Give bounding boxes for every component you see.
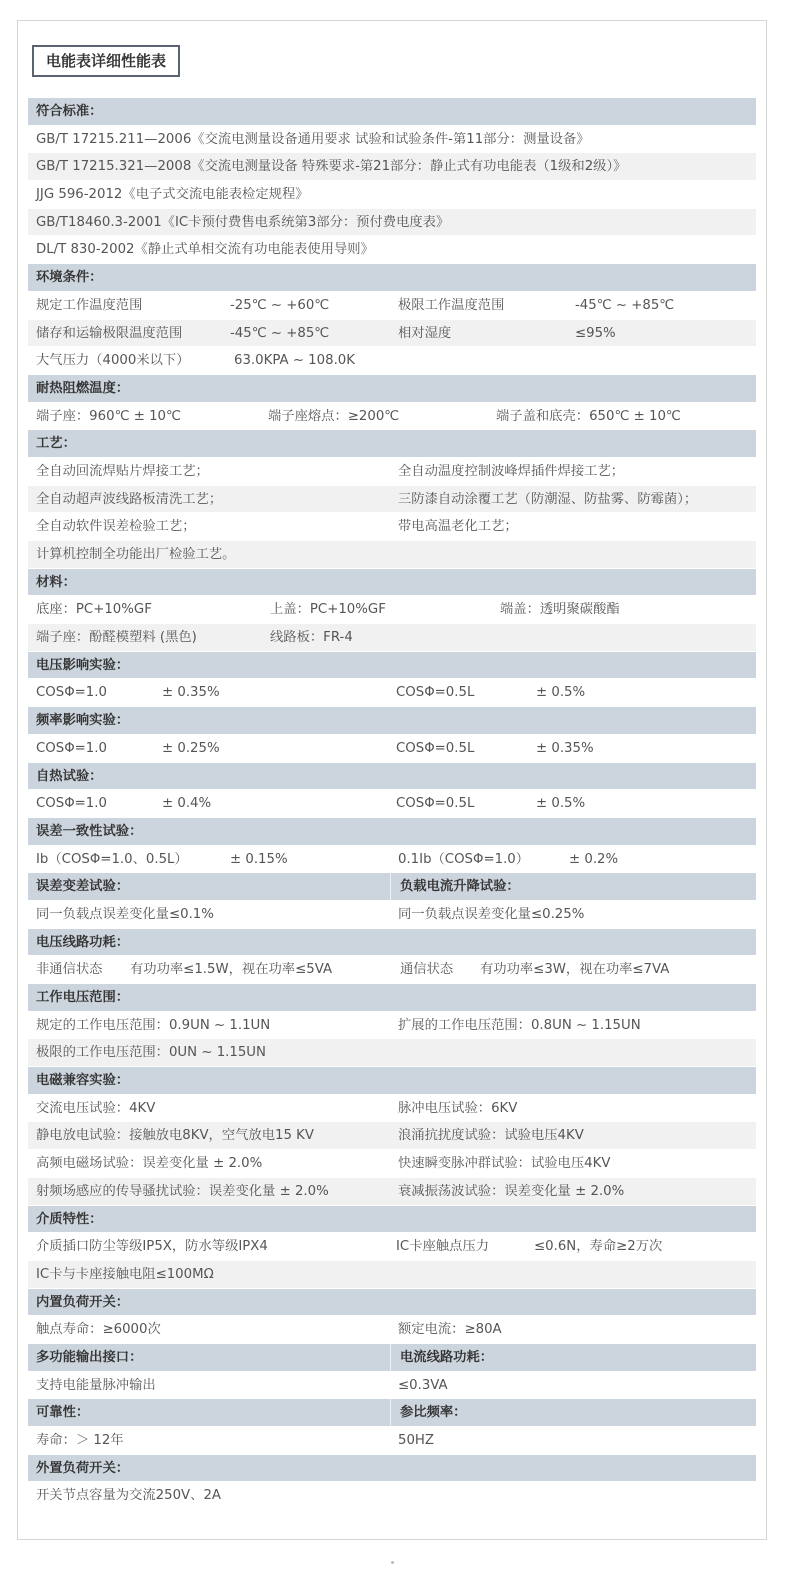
spec-cell: 规定的工作电压范围：0.9UN ~ 1.1UN xyxy=(36,1017,271,1033)
spec-sheet-frame xyxy=(17,20,767,1540)
column-divider xyxy=(390,1427,391,1454)
section-header-row xyxy=(28,1067,756,1095)
spec-cell: 浪涌抗扰度试验：试验电压4KV xyxy=(398,1128,584,1144)
spec-cell: -45℃ ~ +85℃ xyxy=(230,325,330,341)
spec-cell: ± 0.4% xyxy=(162,796,212,812)
spec-cell: 开关节点容量为交流250V、2A xyxy=(36,1488,222,1504)
spec-cell: 全自动回流焊贴片焊接工艺； xyxy=(36,463,209,479)
section-title: 工艺： xyxy=(36,436,76,452)
spec-cell: -45℃ ~ +85℃ xyxy=(575,297,675,313)
spec-cell: 全自动温度控制波峰焊插件焊接工艺； xyxy=(398,463,625,479)
spec-row xyxy=(28,153,756,181)
spec-row xyxy=(28,1178,756,1206)
spec-cell: 相对湿度 xyxy=(398,325,452,341)
section-title: 自热试验： xyxy=(36,768,103,784)
spec-cell: COSΦ=1.0 xyxy=(36,796,107,812)
spec-cell: 端子座：酚醛模塑料 (黑色) xyxy=(36,630,197,646)
spec-cell: JJG 596-2012《电子式交流电能表检定规程》 xyxy=(36,187,309,203)
section-title: 电压影响实验： xyxy=(36,657,130,673)
spec-cell: ≤0.3VA xyxy=(398,1377,448,1393)
spec-cell: 全自动超声波线路板清洗工艺； xyxy=(36,491,223,507)
spec-cell: 63.0KPA ~ 108.0K xyxy=(234,353,355,369)
section-title: 电磁兼容实验： xyxy=(36,1073,130,1089)
spec-row xyxy=(28,320,756,348)
spec-cell: 射频场感应的传导骚扰试验：误差变化量 ± 2.0% xyxy=(36,1183,329,1199)
section-title: 内置负荷开关： xyxy=(36,1294,130,1310)
spec-table xyxy=(28,98,756,1510)
spec-row xyxy=(28,846,756,874)
spec-cell: 上盖：PC+10%GF xyxy=(270,602,386,618)
spec-cell: 额定电流：≥80A xyxy=(398,1322,502,1338)
spec-row xyxy=(28,541,756,569)
spec-cell: 端盖：透明聚碳酸酯 xyxy=(500,602,620,618)
page-end-dot xyxy=(391,1561,394,1564)
section-title: 可靠性： xyxy=(36,1405,90,1421)
section-title: 环境条件： xyxy=(36,270,103,286)
section-title: 介质特性： xyxy=(36,1211,103,1227)
spec-cell: 非通信状态 xyxy=(36,962,103,978)
spec-cell: 端子座：960℃ ± 10℃ xyxy=(36,408,181,424)
spec-row xyxy=(28,458,756,486)
spec-row xyxy=(28,292,756,320)
spec-cell: ≤0.6N，寿命≥2万次 xyxy=(534,1239,663,1255)
spec-row xyxy=(28,347,756,375)
spec-cell: 0.1Ib（COSΦ=1.0） xyxy=(398,851,530,867)
section-title: 工作电压范围： xyxy=(36,990,130,1005)
spec-cell: 极限的工作电压范围：0UN ~ 1.15UN xyxy=(36,1045,266,1061)
spec-cell: Ib（COSΦ=1.0、0.5L） xyxy=(36,851,188,867)
spec-cell: 介质插口防尘等级IP5X，防水等级IPX4 xyxy=(36,1239,268,1255)
spec-row xyxy=(28,181,756,209)
spec-row xyxy=(28,209,756,237)
section-header-row xyxy=(28,652,756,680)
spec-cell: 扩展的工作电压范围：0.8UN ~ 1.15UN xyxy=(398,1017,641,1033)
spec-cell: ± 0.5% xyxy=(536,796,586,812)
spec-row xyxy=(28,1233,756,1261)
spec-row xyxy=(28,679,756,707)
spec-cell: 脉冲电压试验：6KV xyxy=(398,1100,518,1116)
spec-cell: ± 0.2% xyxy=(569,851,619,867)
spec-cell: GB/T 17215.321—2008《交流电测量设备 特殊要求-第21部分：静止式有功电能表（1级和2级）》 xyxy=(36,159,627,175)
spec-cell: 高频电磁场试验：误差变化量 ± 2.0% xyxy=(36,1156,263,1172)
section-title: 外置负荷开关： xyxy=(36,1460,130,1476)
spec-row xyxy=(28,1012,756,1040)
spec-cell: ± 0.15% xyxy=(230,851,288,867)
spec-cell: 规定工作温度范围 xyxy=(36,297,143,313)
column-divider xyxy=(390,1344,391,1371)
section-header-row xyxy=(28,1399,756,1427)
spec-cell: ± 0.5% xyxy=(536,685,586,701)
section-title: 电流线路功耗： xyxy=(400,1349,494,1365)
spec-cell: 极限工作温度范围 xyxy=(398,297,505,313)
section-header-row xyxy=(28,873,756,901)
spec-row xyxy=(28,236,756,264)
spec-cell: 储存和运输极限温度范围 xyxy=(36,325,183,341)
spec-cell: ≤95% xyxy=(575,325,616,341)
section-header-row xyxy=(28,98,756,126)
section-title: 符合标准： xyxy=(36,104,103,119)
spec-cell: 支持电能量脉冲输出 xyxy=(36,1377,156,1393)
section-header-row xyxy=(28,375,756,403)
spec-row xyxy=(28,403,756,431)
spec-cell: 触点寿命：≥6000次 xyxy=(36,1322,161,1338)
spec-cell: GB/T18460.3-2001《IC卡预付费售电系统第3部分：预付费电度表》 xyxy=(36,214,450,230)
spec-cell: COSΦ=0.5L xyxy=(396,740,475,756)
spec-row xyxy=(28,624,756,652)
spec-row xyxy=(28,486,756,514)
section-header-row xyxy=(28,569,756,597)
section-title: 多功能输出接口： xyxy=(36,1349,143,1365)
spec-cell: COSΦ=0.5L xyxy=(396,685,475,701)
spec-row xyxy=(28,1122,756,1150)
section-header-row xyxy=(28,707,756,735)
section-header-row xyxy=(28,264,756,292)
spec-row xyxy=(28,1372,756,1400)
section-header-row xyxy=(28,1455,756,1483)
spec-cell: 有功功率≤1.5W，视在功率≤5VA xyxy=(130,962,333,978)
section-title: 误差一致性试验： xyxy=(36,823,143,839)
spec-cell: 同一负载点误差变化量≤0.1% xyxy=(36,906,214,922)
section-header-row xyxy=(28,1206,756,1234)
spec-cell: 交流电压试验：4KV xyxy=(36,1100,156,1116)
spec-cell: 带电高温老化工艺； xyxy=(398,519,518,535)
section-header-row xyxy=(28,1344,756,1372)
spec-row xyxy=(28,1427,756,1455)
spec-cell: DL/T 830-2002《静止式单相交流有功电能表使用导则》 xyxy=(36,242,374,258)
spec-cell: ± 0.25% xyxy=(162,740,220,756)
section-title: 误差变差试验： xyxy=(36,879,130,895)
column-divider xyxy=(390,873,391,900)
section-header-row xyxy=(28,1289,756,1317)
section-title: 参比频率： xyxy=(400,1405,467,1421)
spec-cell: 衰减振荡波试验：误差变化量 ± 2.0% xyxy=(398,1183,625,1199)
spec-row xyxy=(28,790,756,818)
spec-row xyxy=(28,901,756,929)
spec-row xyxy=(28,596,756,624)
spec-cell: 50HZ xyxy=(398,1433,435,1448)
spec-cell: 底座：PC+10%GF xyxy=(36,602,152,618)
spec-cell: 大气压力（4000米以下） xyxy=(36,353,190,369)
spec-row xyxy=(28,126,756,154)
spec-cell: 端子盖和底壳：650℃ ± 10℃ xyxy=(496,408,681,424)
spec-cell: ± 0.35% xyxy=(536,740,594,756)
spec-cell: COSΦ=0.5L xyxy=(396,796,475,812)
section-title: 频率影响实验： xyxy=(36,713,130,729)
spec-cell: 寿命：＞ 12年 xyxy=(36,1433,124,1448)
section-title: 耐热阻燃温度： xyxy=(36,380,130,396)
spec-cell: IC卡座触点压力 xyxy=(396,1239,489,1255)
spec-row xyxy=(28,1150,756,1178)
spec-cell: 计算机控制全功能出厂检验工艺。 xyxy=(36,547,236,562)
spec-cell: 三防漆自动涂覆工艺（防潮湿、防盐雾、防霉菌）； xyxy=(398,491,698,507)
spec-row xyxy=(28,1316,756,1344)
section-header-row xyxy=(28,984,756,1012)
section-header-row xyxy=(28,763,756,791)
section-header-row xyxy=(28,818,756,846)
column-divider xyxy=(390,1399,391,1426)
spec-cell: COSΦ=1.0 xyxy=(36,685,107,701)
spec-row xyxy=(28,735,756,763)
spec-cell: COSΦ=1.0 xyxy=(36,740,107,756)
spec-row xyxy=(28,513,756,541)
spec-row xyxy=(28,1039,756,1067)
section-header-row xyxy=(28,430,756,458)
section-title: 材料： xyxy=(36,574,76,590)
spec-cell: 静电放电试验：接触放电8KV，空气放电15 KV xyxy=(36,1128,314,1144)
page-title: 电能表详细性能表 xyxy=(32,45,180,77)
spec-row xyxy=(28,1095,756,1123)
spec-row xyxy=(28,1261,756,1289)
spec-cell: 端子座熔点：≥200℃ xyxy=(268,408,400,424)
spec-cell: 通信状态 xyxy=(400,962,454,978)
section-title: 负载电流升降试验： xyxy=(400,879,520,895)
spec-cell: -25℃ ~ +60℃ xyxy=(230,297,330,313)
spec-row xyxy=(28,956,756,984)
spec-cell: 同一负载点误差变化量≤0.25% xyxy=(398,906,585,922)
spec-cell: 快速瞬变脉冲群试验：试验电压4KV xyxy=(398,1156,611,1172)
section-header-row xyxy=(28,929,756,957)
spec-cell: 全自动软件误差检验工艺； xyxy=(36,519,196,535)
spec-cell: IC卡与卡座接触电阻≤100MΩ xyxy=(36,1266,214,1282)
spec-row xyxy=(28,1482,756,1510)
spec-cell: GB/T 17215.211—2006《交流电测量设备通用要求 试验和试验条件-第11部分：测量设备》 xyxy=(36,131,590,147)
spec-cell: 有功功率≤3W，视在功率≤7VA xyxy=(480,962,670,978)
column-divider xyxy=(390,1372,391,1399)
spec-cell: 线路板：FR-4 xyxy=(270,630,353,646)
section-title: 电压线路功耗： xyxy=(36,934,130,950)
spec-cell: ± 0.35% xyxy=(162,685,220,701)
